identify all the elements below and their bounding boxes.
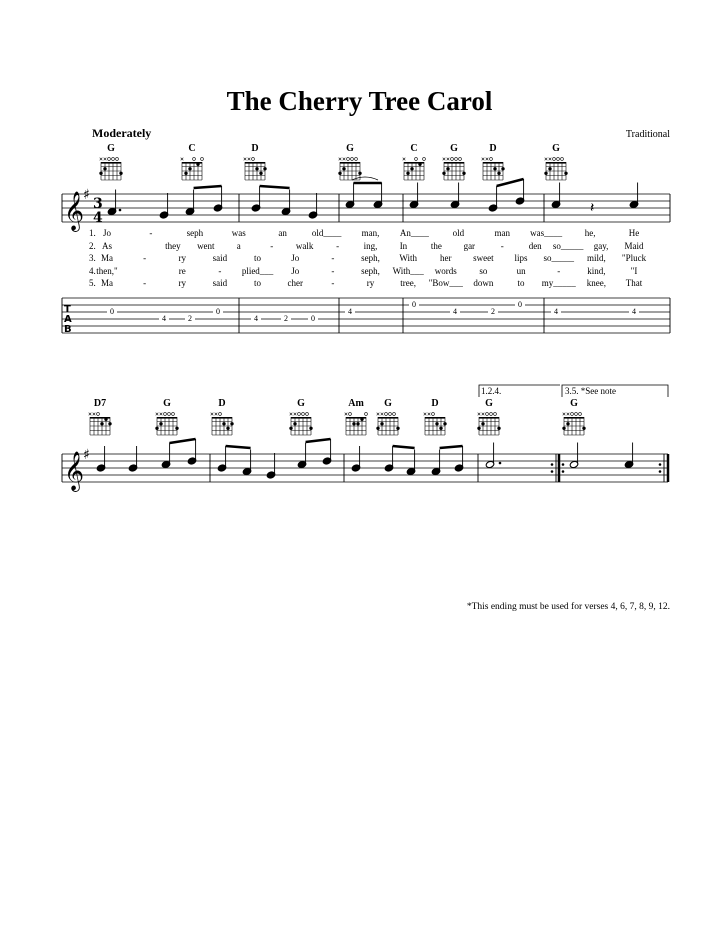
chord-diagram — [424, 413, 447, 435]
composer-credit: Traditional — [625, 129, 670, 140]
lyric-syllable: cher — [287, 278, 303, 288]
lyric-syllable: so_____ — [552, 240, 584, 251]
time-signature-bottom: 4 — [93, 210, 103, 226]
note — [569, 443, 579, 469]
chord-name: C — [410, 143, 418, 154]
beam — [440, 446, 463, 448]
tab-fret-number: 0 — [308, 314, 318, 323]
lyric-syllable: - — [143, 253, 147, 263]
note — [409, 183, 419, 209]
note — [213, 186, 223, 212]
chord-name: G — [570, 398, 578, 409]
tab-fret-number: 4 — [251, 314, 261, 323]
lyric-syllable: old____ — [311, 228, 342, 238]
chord-diagram — [89, 413, 112, 435]
lyric-syllable: As — [101, 240, 112, 251]
lyric-syllable: gar — [463, 240, 476, 251]
lyric-syllable: He — [628, 228, 640, 238]
chord-diagram — [376, 413, 399, 435]
note — [242, 450, 252, 476]
chord-name: D — [489, 143, 497, 154]
chord-diagram — [155, 413, 178, 435]
repeat-dot — [562, 470, 565, 473]
lyric-syllable: seph, — [361, 265, 380, 276]
chord-diagram — [477, 413, 500, 435]
note — [187, 439, 197, 465]
chord-name: D7 — [93, 398, 107, 409]
note — [454, 446, 464, 472]
lyric-syllable: he, — [584, 228, 596, 238]
note — [159, 193, 169, 219]
beam — [170, 439, 196, 443]
lyric-syllable: In — [399, 240, 408, 251]
chord-name: G — [384, 398, 392, 409]
note — [281, 190, 291, 216]
lyric-syllable: ry — [366, 278, 375, 288]
quarter-rest-icon: 𝄽 — [590, 200, 595, 216]
lyric-syllable: man, — [361, 228, 380, 238]
chord-diagram — [403, 158, 426, 180]
lyric-syllable: ing, — [363, 240, 378, 251]
chord-diagram — [562, 413, 585, 435]
tempo-marking: Moderately — [92, 126, 152, 140]
song-title: The Cherry Tree Carol — [226, 86, 493, 116]
lyric-syllable: knee, — [586, 278, 606, 288]
tab-fret-number: 2 — [488, 307, 498, 316]
lyric-syllable: - — [270, 240, 274, 251]
lyric-syllable: an — [278, 228, 287, 238]
note — [384, 446, 394, 472]
note — [406, 450, 416, 476]
lyric-syllable: tree, — [400, 278, 417, 288]
dot — [499, 462, 502, 465]
lyric-syllable: - — [557, 265, 561, 276]
note — [308, 193, 318, 219]
lyric-syllable: "Bow___ — [428, 278, 463, 288]
lyric-syllable: old — [452, 228, 465, 238]
chord-name: G — [297, 398, 305, 409]
tab-fret-number: 4 — [345, 307, 355, 316]
note — [185, 190, 195, 216]
lyric-syllable: was____ — [530, 228, 563, 238]
lyric-syllable: so — [479, 265, 488, 276]
note — [251, 186, 261, 212]
ending-footnote: *This ending must be used for verses 4, 6, 7, 8, 9, 12. — [466, 602, 670, 612]
tab-fret-number: 0 — [213, 307, 223, 316]
lyric-syllable: den — [528, 240, 542, 251]
chord-name: D — [251, 143, 259, 154]
lyric-syllable: mild, — [586, 253, 606, 263]
lyric-syllable: - — [149, 228, 153, 238]
lyric-syllable: went — [197, 240, 215, 251]
key-signature-sharp-icon: ♯ — [83, 187, 90, 203]
lyric-syllable: plied___ — [241, 265, 274, 276]
verse-number: 4. — [89, 265, 96, 276]
lyric-syllable: down — [473, 278, 494, 288]
lyric-syllable: the — [430, 240, 442, 251]
note — [322, 439, 332, 465]
chord-diagram — [338, 158, 361, 180]
note — [217, 446, 227, 472]
lyric-syllable: sweet — [473, 253, 494, 263]
lyric-syllable: man — [494, 228, 510, 238]
repeat-dot — [659, 463, 662, 466]
lyric-syllable: un — [516, 265, 526, 276]
time-signature-top: 3 — [93, 196, 103, 212]
chord-diagram — [181, 158, 204, 180]
repeat-dot — [659, 470, 662, 473]
note — [107, 190, 117, 216]
note — [624, 443, 634, 469]
lyric-syllable: her — [440, 253, 452, 263]
note — [373, 183, 383, 209]
key-signature-sharp-icon: ♯ — [83, 447, 90, 463]
verse-number: 5. — [89, 278, 96, 288]
lyric-syllable: gay, — [593, 240, 609, 251]
lyric-syllable: seph — [186, 228, 204, 238]
tab-fret-number: 2 — [185, 314, 195, 323]
chord-name: D — [218, 398, 226, 409]
chord-diagram — [442, 158, 465, 180]
verse-number: 3. — [89, 253, 96, 263]
tab-fret-number: 0 — [515, 300, 525, 309]
lyric-syllable: ry — [178, 253, 187, 263]
note — [515, 179, 525, 205]
chord-name: D — [431, 398, 439, 409]
lyric-syllable: to — [254, 253, 262, 263]
lyric-syllable: said — [212, 278, 228, 288]
note — [161, 443, 171, 469]
chord-name: Am — [348, 398, 364, 409]
tab-fret-number: 4 — [629, 307, 639, 316]
lyric-syllable: - — [500, 240, 504, 251]
note — [345, 183, 355, 209]
lyric-syllable: said — [212, 253, 228, 263]
lyric-syllable: Ma — [101, 253, 113, 263]
lyric-syllable: With — [399, 253, 417, 263]
lyric-syllable: "Pluck — [621, 253, 647, 263]
tab-fret-number: 0 — [409, 300, 419, 309]
lyric-syllable: so_____ — [543, 253, 574, 263]
repeat-dot — [562, 463, 565, 466]
lyric-syllable: walk — [295, 240, 314, 251]
lyric-syllable: - — [143, 278, 147, 288]
chord-name: G — [485, 398, 493, 409]
lyric-syllable: - — [331, 278, 335, 288]
beam — [393, 446, 415, 448]
lyric-syllable: re — [178, 265, 186, 276]
lyric-syllable: my_____ — [541, 278, 576, 288]
lyric-syllable: An____ — [399, 228, 429, 238]
beam — [194, 186, 222, 188]
tab-label-t: T — [64, 304, 71, 315]
chord-diagram — [544, 158, 567, 180]
lyric-syllable: a — [236, 240, 241, 251]
lyric-syllable: Jo — [102, 228, 111, 238]
chord-diagram — [211, 413, 234, 435]
lyric-syllable: "I — [630, 265, 638, 276]
lyric-syllable: - — [218, 265, 222, 276]
lyric-syllable: ry — [178, 278, 187, 288]
lyric-syllable: then," — [96, 265, 118, 276]
lyric-syllable: was — [231, 228, 246, 238]
repeat-dot — [551, 463, 554, 466]
note — [351, 446, 361, 472]
tab-fret-number: 4 — [551, 307, 561, 316]
note — [485, 443, 495, 469]
treble-clef-icon: 𝄞 — [64, 451, 85, 491]
lyric-syllable: Ma — [101, 278, 113, 288]
chord-name: G — [107, 143, 115, 154]
lyric-syllable: kind, — [587, 265, 606, 276]
lyric-syllable: lips — [514, 253, 528, 263]
note — [266, 453, 276, 479]
note — [629, 183, 639, 209]
beam — [306, 439, 331, 442]
lyric-syllable: With___ — [392, 265, 424, 276]
lyric-syllable: words — [434, 265, 457, 276]
lyric-syllable: Jo — [291, 265, 300, 276]
lyric-syllable: to — [517, 278, 525, 288]
treble-clef-icon: 𝄞 — [64, 191, 85, 231]
chord-diagram — [482, 158, 505, 180]
tab-fret-number: 4 — [450, 307, 460, 316]
verse-number: 1. — [89, 228, 96, 238]
lyric-syllable: - — [336, 240, 340, 251]
chord-diagram — [99, 158, 122, 180]
chord-name: C — [188, 143, 196, 154]
lyric-syllable: seph, — [361, 253, 380, 263]
lyric-syllable: Maid — [624, 240, 644, 251]
chord-diagram — [345, 413, 368, 435]
chord-name: G — [450, 143, 458, 154]
lyric-syllable: - — [331, 265, 335, 276]
chord-name: G — [552, 143, 560, 154]
lyric-syllable: they — [165, 240, 181, 251]
chord-name: G — [346, 143, 354, 154]
first-ending-label: 1.2.4. — [481, 386, 502, 396]
tab-fret-number: 2 — [281, 314, 291, 323]
second-ending-label: 3.5. *See note — [565, 386, 616, 396]
tab-label-b: B — [64, 324, 72, 335]
note — [450, 183, 460, 209]
note — [551, 183, 561, 209]
lyric-syllable: Jo — [291, 253, 300, 263]
note — [488, 186, 498, 212]
chord-diagram — [289, 413, 312, 435]
chord-name: G — [163, 398, 171, 409]
beam — [260, 186, 290, 188]
lyric-syllable: to — [254, 278, 262, 288]
repeat-dot — [551, 470, 554, 473]
lyric-syllable: - — [331, 253, 335, 263]
note — [297, 443, 307, 469]
verse-number: 2. — [89, 240, 96, 251]
chord-diagram — [244, 158, 267, 180]
tab-fret-number: 0 — [107, 307, 117, 316]
note — [431, 450, 441, 476]
tab-label-a: A — [64, 314, 72, 325]
note — [128, 446, 138, 472]
lyric-syllable: That — [625, 278, 643, 288]
note — [96, 446, 106, 472]
tab-fret-number: 4 — [159, 314, 169, 323]
dot — [119, 209, 122, 212]
beam — [226, 446, 251, 448]
